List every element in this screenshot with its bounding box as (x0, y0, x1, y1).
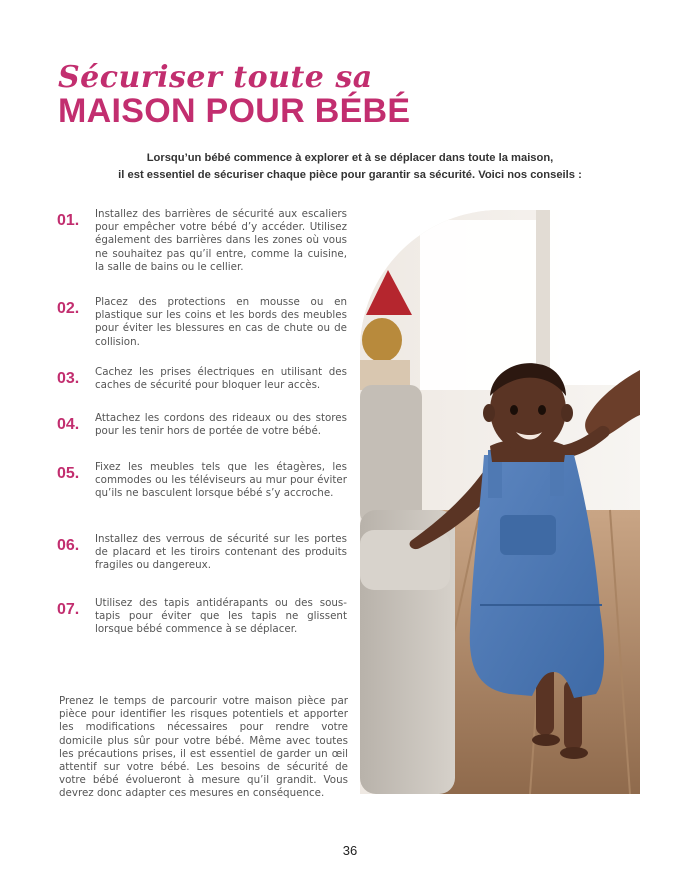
tip-number: 02. (57, 300, 80, 317)
tip-item (57, 533, 347, 573)
tip-number: 06. (57, 537, 80, 554)
toddler-walking-photo (360, 210, 640, 794)
closing-paragraph: Prenez le temps de parcourir votre maison pièce par pièce pour identifier les risques potentiels et apporter les modifications nécessaires pour rendre votre domicile plus sûr pour votre bébé. Même avec toutes les précautions prises, il est essentiel de garder un œil attentif sur votre bébé. Les besoins de sécurité de votre bébé évolueront à mesure qu’il grandit. Vous devrez donc adapter ces mesures en conséquence. (59, 695, 348, 800)
tip-item (57, 366, 347, 392)
tip-text: Placez des protections en mousse ou en plastique sur les coins et les bords des meubles pour éviter les blessures en cas de chute ou de collision. (95, 296, 347, 348)
tip-number: 07. (57, 601, 80, 618)
tip-text: Cachez les prises électriques en utilisant des caches de sécurité pour bloquer leur accès. (95, 366, 347, 392)
tip-text: Fixez les meubles tels que les étagères, les commodes ou les téléviseurs au mur pour éviter qu’ils ne basculent lorsque bébé s’y accroche. (95, 461, 347, 500)
page-subtitle-script: Sécuriser toute sa (58, 60, 373, 95)
tip-number: 03. (57, 370, 80, 387)
tip-text: Installez des verrous de sécurité sur les portes de placard et les tiroirs contenant des produits fragiles ou dangereux. (95, 533, 347, 572)
tip-item (57, 412, 347, 438)
tip-item (57, 461, 347, 501)
photo-illustration (360, 210, 640, 794)
tip-text: Attachez les cordons des rideaux ou des stores pour les tenir hors de portée de votre bébé. (95, 412, 347, 438)
tip-item (57, 597, 347, 637)
tip-number: 04. (57, 416, 80, 433)
tip-text: Installez des barrières de sécurité aux escaliers pour empêcher votre bébé d’y accéder. Utilisez également des barrières dans les zones où vous ne souhaitez pas qu’il entre, comme la cuisine, la salle de bains ou le cellier. (95, 208, 347, 273)
intro-line-2: il est essentiel de sécuriser chaque pièce pour garantir sa sécurité. Voici nos conseils : (118, 169, 582, 181)
tip-text: Utilisez des tapis antidérapants ou des sous-tapis pour éviter que les tapis ne glissent lorsque bébé commence à se déplacer. (95, 597, 347, 636)
tip-item (57, 208, 347, 274)
intro-paragraph (60, 150, 640, 184)
tip-number: 01. (57, 212, 80, 229)
page-title: MAISON POUR BÉBÉ (58, 92, 411, 130)
tip-number: 05. (57, 465, 80, 482)
page-number: 36 (342, 843, 358, 858)
intro-line-1: Lorsqu’un bébé commence à explorer et à se déplacer dans toute la maison, (146, 152, 554, 164)
tip-item (57, 296, 347, 349)
